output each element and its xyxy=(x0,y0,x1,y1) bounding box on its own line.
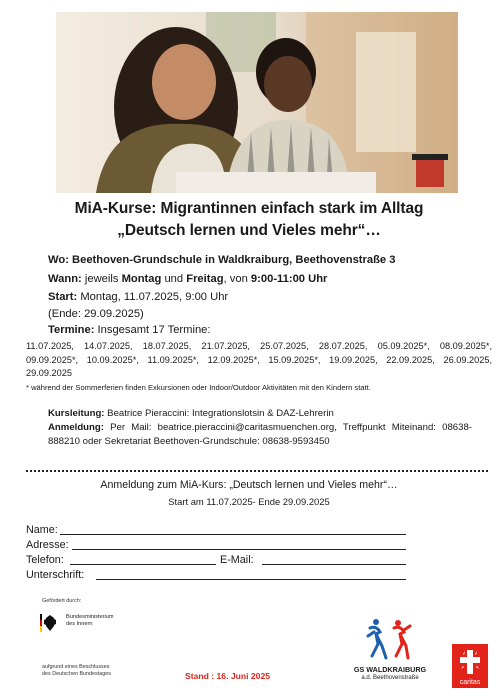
dates-list: 11.07.2025, 14.07.2025, 18.07.2025, 21.07.2025, 25.07.2025, 28.07.2025, 05.09.2025*, 08.09.2025*, 09.09.2025*, 10.09.2025*, 11.09.2025*, 12.09.2025*, 15.09.2025*, 19.09.2025, 22.09.2025, 26.09.2025, 29.09.2025 xyxy=(26,341,492,378)
caritas-flame-cross-icon xyxy=(452,644,488,678)
when-pre: jeweils xyxy=(81,273,122,285)
when-time: 9:00-11:00 Uhr xyxy=(250,273,328,285)
ministry-line1: Bundesministerium xyxy=(66,614,114,620)
start-line xyxy=(48,289,228,305)
address-row xyxy=(26,538,84,553)
course-subtitle: „Deutsch lernen und Vieles mehr“… xyxy=(117,222,381,239)
phone-label: Telefon: xyxy=(26,554,64,566)
signature-row xyxy=(26,568,84,583)
cut-line-divider xyxy=(26,470,488,472)
end-line: (Ende: 29.09.2025) xyxy=(48,308,144,320)
caritas-logo xyxy=(452,644,488,688)
anmeldung-line xyxy=(48,421,472,449)
caritas-wordmark: caritas xyxy=(459,679,481,686)
when-sep: , von xyxy=(223,273,251,285)
termine-value: Insgesamt 17 Termine: xyxy=(94,324,211,336)
registration-form xyxy=(26,523,254,583)
when-day2: Freitag xyxy=(186,273,224,285)
course-title: MiA-Kurse: Migrantinnen einfach stark im Alltag xyxy=(74,200,424,217)
schedule-line xyxy=(48,271,327,287)
ministry-name xyxy=(66,614,114,628)
registration-title: Anmeldung zum MiA-Kurs: „Deutsch lernen und Vieles mehr“… xyxy=(100,479,398,491)
bundestag-line1: aufgrund eines Beschlusses xyxy=(42,664,110,670)
when-mid: und xyxy=(161,273,187,285)
when-label: Wann: xyxy=(48,273,82,285)
ministry-line2: des Innern xyxy=(66,621,93,627)
name-row xyxy=(26,523,84,538)
two-women-studying-photo xyxy=(56,12,458,193)
registration-dates: Start am 11.07.2025- Ende 29.09.2025 xyxy=(168,496,330,507)
lead-value: Beatrice Pieraccini: Integrationslotsin & DAZ-Lehrerin xyxy=(104,408,334,419)
holiday-note: * während der Sommerferien finden Exkursionen oder Indoor/Outdoor Aktivitäten mit den Kindern statt. xyxy=(26,383,371,392)
course-contact xyxy=(48,407,472,449)
start-value: Montag, 11.07.2025, 9:00 Uhr xyxy=(77,291,229,303)
signature-field[interactable] xyxy=(96,569,406,580)
address-label: Adresse: xyxy=(26,539,69,551)
location-line xyxy=(48,252,396,268)
phone-field[interactable] xyxy=(70,554,216,565)
stand-date: Stand : 16. Juni 2025 xyxy=(185,671,271,681)
lead-line xyxy=(48,407,472,421)
email-field[interactable] xyxy=(262,554,406,565)
email-label: E-Mail: xyxy=(220,554,254,566)
anmeldung-label: Anmeldung: xyxy=(48,422,104,433)
signature-label: Unterschrift: xyxy=(26,569,85,581)
bundestag-note xyxy=(42,664,111,678)
name-label: Name: xyxy=(26,524,58,536)
lead-label: Kursleitung: xyxy=(48,408,105,419)
name-field[interactable] xyxy=(60,524,406,535)
location-text: Wo: Beethoven-Grundschule in Waldkraiburg, Beethovenstraße 3 xyxy=(48,254,396,266)
school-name: GS WALDKRAIBURG xyxy=(353,665,427,674)
start-label: Start: xyxy=(48,291,78,303)
school-figures-logo-icon xyxy=(360,616,416,662)
school-street: a.d. Beethovenstraße xyxy=(361,675,419,681)
funded-by-label: Gefördert durch: xyxy=(42,598,82,604)
when-day1: Montag xyxy=(121,273,162,285)
bundestag-line2: des Deutschen Bundestages xyxy=(42,671,111,677)
termine-line xyxy=(48,322,211,338)
header-photo xyxy=(56,12,458,193)
phone-row xyxy=(26,553,254,568)
termine-label: Termine: xyxy=(48,324,95,336)
anmeldung-value: Per Mail: beatrice.pieraccini@caritasmuenchen.org, Treffpunkt Miteinand: 08638-888210 oder Sekretariat Beethoven-Grundschule: 08638-9593450 xyxy=(48,422,472,447)
address-field[interactable] xyxy=(72,539,406,550)
